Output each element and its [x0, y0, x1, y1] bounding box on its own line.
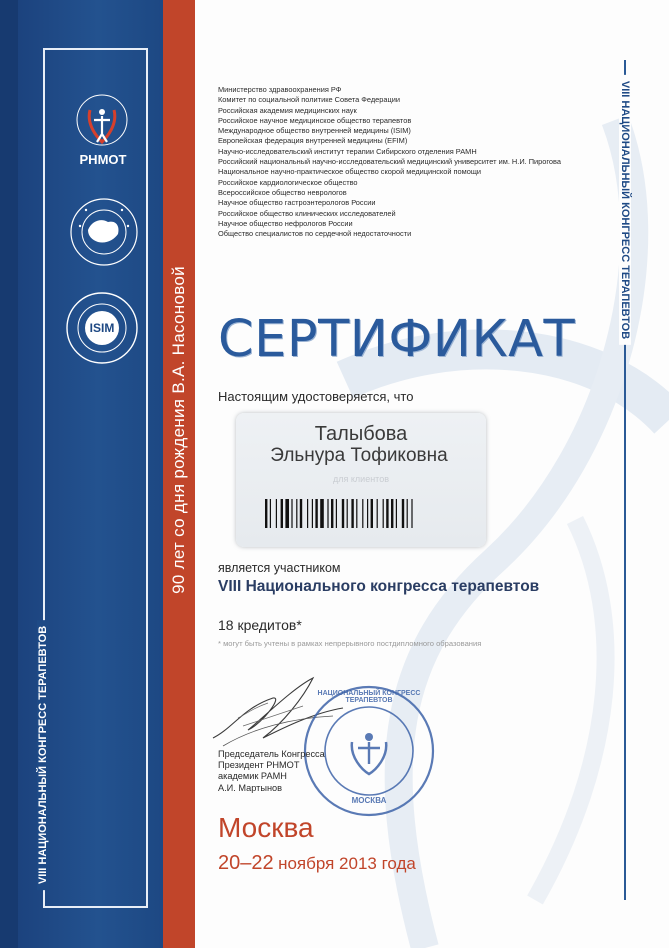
credits-footnote: * могут быть учтены в рамках непрерывного постдипломного образования [218, 639, 482, 648]
event-dates-numbers: 20–22 [218, 852, 274, 874]
chair-line: Президент РНМОТ [218, 760, 300, 771]
barcode-bar [312, 499, 313, 528]
rnmot-label: РНМОТ [79, 152, 127, 167]
barcode-bar [402, 499, 404, 528]
barcode-bar [351, 499, 353, 528]
europe-map-icon [68, 196, 140, 268]
band-divider-line [146, 48, 148, 908]
congress-vertical-label-left: VIII НАЦИОНАЛЬНЫЙ КОНГРЕСС ТЕРАПЕВТОВ [37, 620, 49, 890]
barcode-bar [367, 499, 368, 528]
barcode-bar [407, 499, 408, 528]
organization-item: Российское научное медицинское общество терапевтов [218, 115, 412, 125]
organization-item: Международное общество внутренней медицины (ISIM) [218, 126, 411, 136]
barcode-bar [331, 499, 333, 528]
barcode-bar [356, 499, 357, 528]
event-dates [218, 852, 416, 875]
isim-logo [64, 290, 140, 366]
barcode-bar [347, 499, 348, 528]
organization-item: Общество специалистов по сердечной недостаточности [218, 229, 412, 239]
barcode-bar [391, 499, 393, 528]
stamp-bottom-text: МОСКВА [351, 796, 387, 805]
barcode-bar [327, 499, 328, 528]
chair-line: Председатель Конгресса [218, 749, 325, 759]
barcode-bar [265, 499, 267, 528]
barcode-bar [411, 499, 412, 528]
event-dates-month-year: ноября 2013 года [278, 854, 416, 873]
barcode-bar [296, 499, 297, 528]
left-blue-band-edge [0, 0, 18, 948]
credits-text: 18 кредитов* [218, 617, 302, 633]
participant-given-names: Эльнура Тофиковна [270, 445, 448, 466]
barcode-bar [315, 499, 317, 528]
sticker-subtext: для клиентов [333, 474, 389, 484]
barcode-bar [383, 499, 384, 528]
city: Москва [218, 812, 314, 843]
organization-item: Российское общество клинических исследователей [218, 208, 396, 218]
isim-label: ISIM [89, 321, 115, 335]
chair-name: А.И. Мартынов [218, 782, 283, 793]
congress-vertical-label-right: VIII НАЦИОНАЛЬНЫЙ КОНГРЕСС ТЕРАПЕВТОВ [619, 75, 631, 345]
rnmot-logo [68, 90, 138, 190]
organization-item: Российская академия медицинских наук [218, 105, 357, 115]
organization-item: Научно-исследовательский институт терапии Сибирского отделения РАМН [218, 146, 477, 156]
barcode-bar [371, 499, 373, 528]
efim-label [64, 270, 144, 271]
organization-item: Европейская федерация внутренней медицины (EFIM) [218, 136, 408, 146]
organization-item: Российское кардиологическое общество [218, 177, 358, 187]
band-divider-line [43, 906, 147, 908]
anniversary-text: 90 лет со дня рождения В.А. Насоновой [169, 266, 188, 594]
barcode-bar [362, 499, 363, 528]
certificate-title: СЕРТИФИКАТ [218, 310, 576, 369]
organization-item: Российский национальный научно-исследовательский медицинский университет им. Н.И. Пирогова [218, 157, 561, 167]
barcode-bar [396, 499, 397, 528]
barcode-bar [336, 499, 337, 528]
barcode-bar [270, 499, 271, 528]
barcode-bar [386, 499, 388, 528]
chair-signature-block [218, 749, 325, 794]
organization-item: Всероссийское общество неврологов [218, 187, 347, 197]
barcode-bar [300, 499, 302, 528]
barcode-bar [320, 499, 324, 528]
band-divider-line [43, 48, 147, 50]
barcode-bar [276, 499, 277, 528]
organization-item: Научное общество нефрологов России [218, 218, 353, 228]
organization-item: Научное общество гастроэнтерологов России [218, 198, 376, 208]
certify-text: Настоящим удостоверяется, что [218, 389, 414, 404]
organization-item: Национальное научно-практическое общество скорой медицинской помощи [218, 167, 482, 177]
barcode-bar [342, 499, 344, 528]
barcode-bar [307, 499, 308, 528]
barcode-bar [377, 499, 378, 528]
participant-text: является участником [218, 561, 341, 575]
chair-line: академик РАМН [218, 771, 287, 782]
stamp-ring-text: НАЦИОНАЛЬНЫЙ КОНГРЕСС ТЕРАПЕВТОВ [317, 690, 421, 704]
organization-item: Министерство здравоохранения РФ [218, 85, 342, 94]
organizations-list [218, 85, 618, 239]
barcode-bar [281, 499, 283, 528]
efim-logo [68, 196, 140, 268]
participant-surname: Талыбова [314, 423, 408, 445]
barcode-bar [291, 499, 292, 528]
congress-name: VIII Национального конгресса терапевтов [218, 578, 540, 595]
organization-item: Комитет по социальной политике Совета Федерации [218, 95, 400, 105]
barcode [263, 499, 469, 528]
rnmot-emblem-icon [68, 90, 138, 190]
barcode-bar [285, 499, 289, 528]
